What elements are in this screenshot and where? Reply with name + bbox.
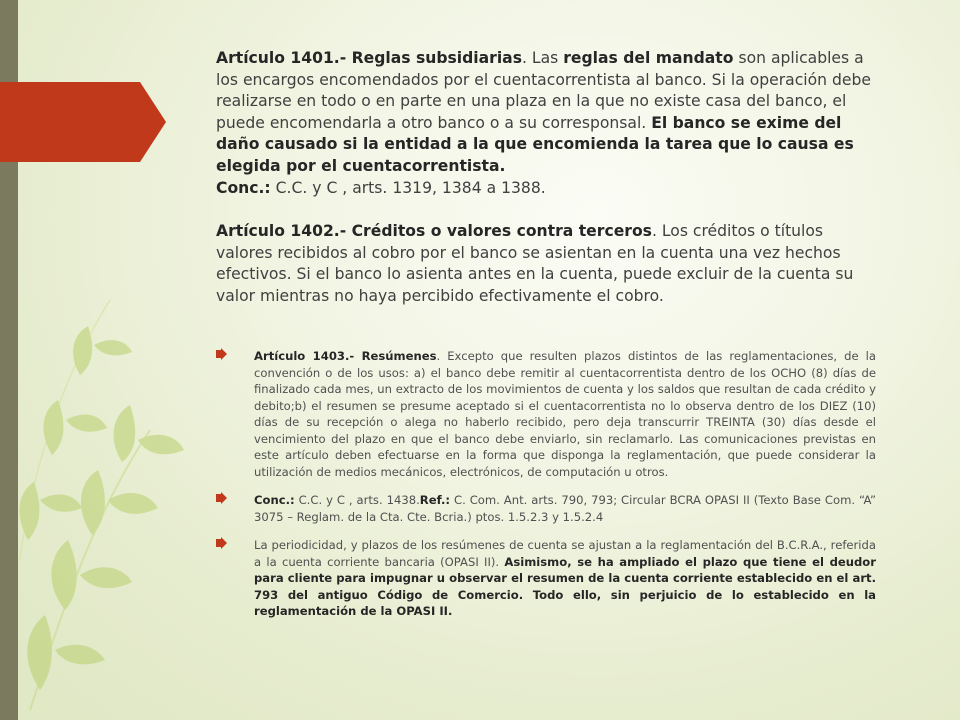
article-1401-conc-text: C.C. y C , arts. 1319, 1384 a 1388. — [270, 178, 546, 197]
article-1401-heading: Artículo 1401.- Reglas subsidiarias — [216, 49, 522, 67]
arrow-bullet-icon — [216, 348, 232, 362]
bullet-3-text: La periodicidad, y plazos de los resúmenes de cuenta se ajustan a la reglamentación del B.C.R.A., referida a la cuenta corriente bancaria (OPASI II). — [254, 538, 876, 569]
bullet-article-1403 — [216, 348, 876, 480]
bullet-conc-ref — [216, 492, 876, 525]
bullet-3-bold: Asimismo, se ha ampliado el plazo que tiene el deudor para cliente para impugnar u observar el resumen de la cuenta corriente establecido en el art. 793 del antiguo Código de Comercio. Todo ello, sin perjuicio de lo establecido en la reglamentación de la OPASI II. — [254, 554, 876, 618]
bullet-2-conc-text: C.C. y C , arts. 1438. — [294, 493, 420, 507]
article-1402 — [216, 221, 880, 307]
bullet-list — [216, 348, 876, 620]
bullet-2-conc-label: Conc.: — [254, 493, 295, 507]
paragraph-gap — [216, 199, 880, 221]
article-1402-text: . Los créditos o títulos valores recibidos al cobro por el banco se asientan en la cuenta una vez hechos efectivos. Si el banco lo asienta antes en la cuenta, puede excluir de la cuenta su valor mientras no haya percibido efectivamente el cobro. — [216, 222, 854, 305]
article-1401-conc-label: Conc.: — [216, 178, 271, 197]
article-1401 — [216, 48, 880, 199]
article-1401-bold-1: reglas del mandato — [563, 49, 734, 67]
article-1401-bold-2: El banco se exime del daño causado si la entidad a la que encomienda la tarea que lo causa es elegida por el cuentacorrentista. — [216, 113, 854, 175]
accent-red-arrow — [140, 82, 166, 162]
bullet-2-ref-label: Ref.: — [419, 493, 451, 507]
accent-red-band — [0, 82, 140, 162]
arrow-bullet-icon — [216, 537, 232, 551]
article-1402-heading: Artículo 1402.- Créditos o valores contra terceros — [216, 222, 652, 241]
main-content — [216, 48, 880, 308]
bullet-periodicidad — [216, 537, 876, 620]
bullet-1-text: . Excepto que resulten plazos distintos de las reglamentaciones, de la convención o de los usos: a) el banco debe remitir al cuentacorrentista dentro de los OCHO (8) días de finalizado cada mes, un extracto de los movimientos de cuenta y los saldos que resultan de cada crédito y debito;b) el resumen se presume aceptado si el cuentacorrentista no lo observa dentro de los DIEZ (10) días de su recepción o alega no haberlo recibido, pero deja transcurrir TREINTA (30) días desde el vencimiento del plazo en que el banco debe enviarlo, sin reclamarlo. Las comunicaciones previstas en este artículo deben efectuarse en la forma que disponga la reglamentación, que puede considerar la utilización de medios mecánicos, electrónicos, de computación u otros. — [254, 349, 876, 479]
article-1401-text-2: son aplicables a los encargos encomendados por el cuentacorrentista al banco. Si la operación debe realizarse en todo o en parte en una plaza en la que no existe casa del banco, el puede encomendarla a otro banco o a su corresponsal. — [216, 49, 871, 132]
leaf-group — [19, 300, 184, 710]
bullet-2-ref-text: C. Com. Ant. arts. 790, 793; Circular BCRA OPASI II (Texto Base Com. “A” 3075 – Reglam. de la Cta. Cte. Bcria.) ptos. 1.5.2.3 y 1.5.2.4 — [254, 493, 876, 524]
arrow-bullet-icon — [216, 492, 232, 506]
bullet-1-heading: Artículo 1403.- Resúmenes — [254, 349, 437, 363]
article-1401-text-1: . Las — [521, 49, 564, 67]
